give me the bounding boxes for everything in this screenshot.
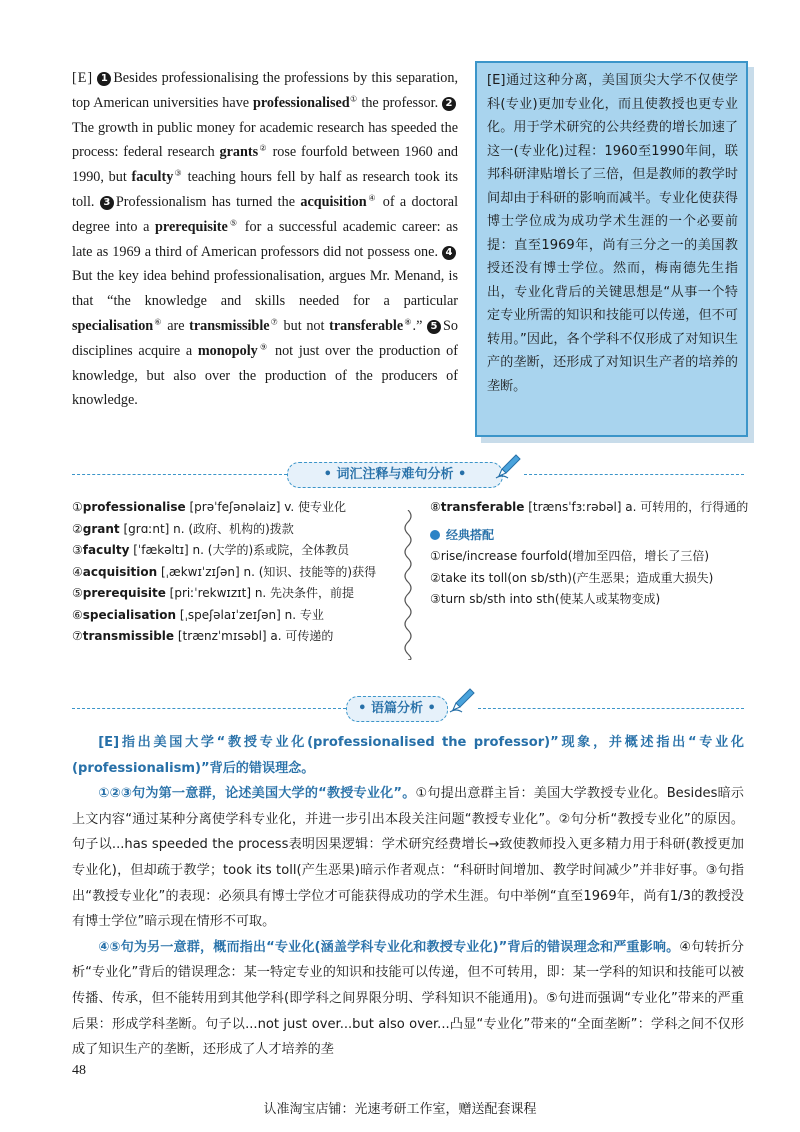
collocation-item: ③turn sb/sth into sth(使某人或某物变成) (430, 592, 661, 606)
sentence-number-2: 2 (442, 97, 456, 111)
vocab-headword: acquisition (82, 564, 158, 579)
analysis-group-1-body: ①句提出意群主旨：美国大学教授专业化。Besides暗示上文内容“通过某种分离使学科专业化，并进一步引出本段关注问题“教授专业化”。②句分析“教授专业化”的原因。句子以...has speeded the process表明因果逻辑：学术研究经费增长→致使教师投入更多精力用于科研(教授更加专业化)，但却疏于教学；took its toll(产生恶果)暗示作者观点：“科研时间增加、教学时间减少”并非好事。③句指出“教授专业化”的表现：必须具有博士学位才可能获得成功的学术生涯。句中举例“直至1969年，尚有1/3的教授没有博士学位”暗示现在情形不可取。 (72, 786, 744, 930)
collocation-item: ②take its toll(on sb/sth)(产生恶果；造成重大损失) (430, 570, 714, 585)
vocab-list-right (430, 497, 750, 611)
vocab-mark-6: ⑥ (153, 317, 163, 327)
vocab-mark-4: ④ (366, 193, 378, 203)
vocab-headword: grant (82, 521, 120, 536)
vocab-word-1: professionalised (252, 94, 350, 111)
analysis-section-header: • 语篇分析 • (346, 696, 448, 722)
sentence-number-5: 5 (427, 320, 441, 334)
sentence-4d: .” (412, 317, 423, 334)
sentence-1a: Besides professionalising the professions by this separation, top American universities have (72, 70, 458, 111)
analysis-paragraph-1 (72, 781, 744, 935)
sentence-4a: But the key idea behind professionalisation, argues Mr. Menand, is that “the knowledge and skills needed for a particular (72, 268, 458, 310)
sentence-number-3: 3 (100, 196, 114, 210)
sentence-2c: teaching hours fell by half as research took its toll. (72, 169, 458, 210)
vocab-word-7: transmissible (189, 317, 270, 334)
vocab-mark-3: ③ (173, 168, 183, 178)
vocab-entry: ⑥specialisation [ˌspeʃəlaɪˈzeɪʃən] n. 专业 (72, 607, 324, 622)
vocab-entry: ⑦transmissible [trænzˈmɪsəbl] a. 可传递的 (72, 629, 334, 643)
vocab-word-4: acquisition (300, 193, 367, 210)
sentence-number-1: 1 (97, 72, 111, 86)
sentence-5b: not just over the production of knowledge, but also over the production of the producers of knowledge. (72, 342, 458, 409)
analysis-group-1-heading: ①②③句为第一意群，论述美国大学的“教授专业化”。 (98, 786, 416, 802)
divider-line (72, 474, 287, 475)
sentence-4b: are (162, 317, 190, 334)
vocab-mark-1: ① (349, 94, 358, 104)
divider-line (478, 708, 744, 709)
sentence-3b: of a doctoral degree into a (72, 193, 459, 235)
divider-line (524, 474, 744, 475)
discourse-analysis (72, 730, 744, 1063)
sentence-5a: So disciplines acquire a (72, 317, 459, 359)
vocab-headword: faculty (82, 543, 130, 557)
sentence-4c: but not (278, 317, 330, 334)
sentence-2a: The growth in public money for academic research has speeded the process: federal research (72, 119, 458, 161)
vocab-entry: ④acquisition [ˌækwɪˈzɪʃən] n. (知识、技能等的)获得 (72, 564, 377, 579)
sentence-3a: Professionalism has turned the (115, 193, 301, 210)
vocab-section-header: • 词汇注释与难句分析 • (287, 462, 503, 488)
divider-line (72, 708, 346, 709)
analysis-paragraph-2 (72, 935, 744, 1063)
pen-icon (494, 452, 522, 480)
vocab-mark-9: ⑨ (257, 342, 270, 352)
sentence-2b: rose fourfold between 1960 and 1990, but (72, 144, 459, 186)
translation-text: [E]通过这种分离，美国顶尖大学不仅使学科(专业)更加专业化，而且使教授也更专业化。用于学术研究的公共经费的增长加速了这一(专业化)过程：1960至1990年间，联邦科研津贴增长了三倍，但是教师的教学时间却由于科研的影响而减半。专业化使获得博士学位成为成功学术生涯的一个必要前提：直至1969年，尚有三分之一的美国教授还没有博士学位。然而，梅南德先生指出，专业化背后的关键思想是“从事一个特定专业所需的知识和技能可以传递，但不可转用。”因此，各个学科不仅形成了对知识生产的垄断，还形成了对知识生产者的培养的垄断。 (487, 73, 738, 394)
vocab-headword: specialisation (82, 607, 177, 622)
bullet-dot-icon (430, 530, 440, 540)
english-passage (72, 66, 458, 413)
vocab-list-left (72, 497, 402, 648)
vocab-word-5: prerequisite (155, 218, 228, 235)
analysis-group-2-body: ④句转折分析“专业化”背后的错误理念：某一特定专业的知识和技能可以传递，但不可转用，即：某一学科的知识和技能可以被传播、传承，但不能转用到其他学科(即学科之间界限分明、学科知识不能通用)。⑤句进而强调“专业化”带来的严重后果：形成学科垄断。句子以...not just over...but also over...凸显“专业化”带来的“全面垄断”：学科之间不仅形成了知识生产的垄断，还形成了人才培养的垄 (72, 939, 744, 1058)
sentence-1b: the professor. (357, 94, 439, 111)
pen-icon (448, 686, 476, 714)
vocab-entry: ⑤prerequisite [priːˈrekwɪzɪt] n. 先决条件，前提 (72, 586, 355, 600)
vocab-headword: transmissible (82, 629, 175, 643)
vocab-entry: ②grant [grɑːnt] n. (政府、机构的)拨款 (72, 521, 294, 536)
analysis-intro: [E]指出美国大学“教授专业化(professionalised the professor)”现象，并概述指出“专业化(professionalism)”背后的错误理念。 (72, 735, 744, 776)
vocab-headword: professionalise (82, 500, 186, 514)
vocab-headword: transferable (440, 500, 525, 514)
vocab-mark-7: ⑦ (269, 317, 279, 327)
vocab-word-3: faculty (131, 169, 174, 186)
vocab-entry: ⑧transferable [trænsˈfɜːrəbəl] a. 可转用的，行得通的 (430, 500, 749, 514)
sentence-3c: for a successful academic career: as late as 1969 a third of American professors did not possess one. (72, 218, 459, 260)
vocab-mark-5: ⑤ (227, 218, 240, 228)
analysis-group-2-heading: ④⑤句为另一意群，概而指出“专业化(涵盖学科专业化和教授专业化)”背后的错误理念和严重影响。 (98, 939, 680, 955)
vocab-entry: ③faculty [ˈfækəltɪ] n. (大学的)系或院，全体教员 (72, 543, 350, 557)
page-number: 48 (72, 1063, 86, 1078)
spiral-divider (402, 510, 414, 660)
collocation-item: ①rise/increase fourfold(增加至四倍，增长了三倍) (430, 549, 710, 563)
collocation-heading: 经典搭配 (430, 525, 750, 547)
footer-notice: 认准淘宝店铺：光速考研工作室，赠送配套课程 (263, 1102, 537, 1117)
vocab-mark-8: ⑧ (403, 317, 413, 327)
vocab-word-9: monopoly (197, 342, 258, 359)
vocab-entry: ①professionalise [prəˈfeʃənəlaiz] v. 使专业化 (72, 500, 347, 514)
vocab-word-6: specialisation (72, 317, 154, 334)
translation-box (475, 61, 748, 437)
vocab-headword: prerequisite (82, 586, 166, 600)
vocab-mark-2: ② (258, 143, 268, 153)
sentence-number-4: 4 (442, 246, 456, 260)
vocab-word-8: transferable (329, 317, 404, 334)
vocab-word-2: grants (219, 144, 259, 161)
paragraph-tag: [E] (72, 70, 94, 86)
